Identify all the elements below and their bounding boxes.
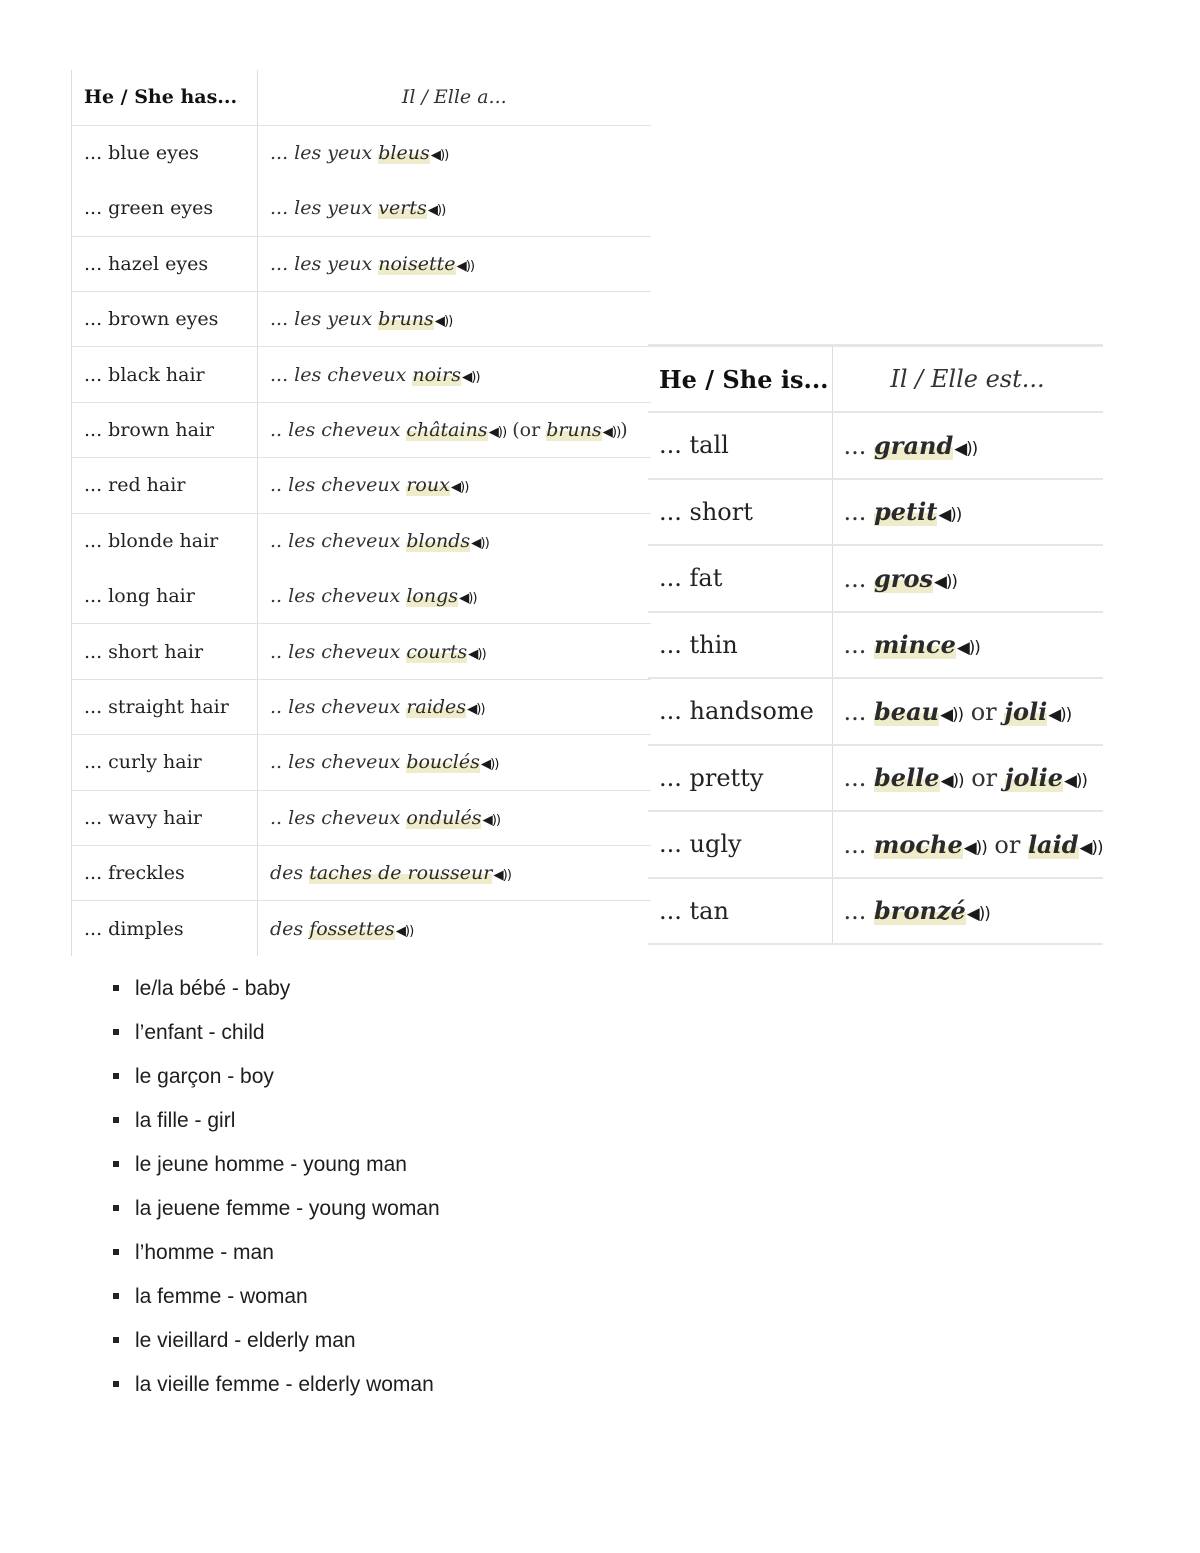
speaker-icon[interactable]: ◀)) bbox=[966, 903, 990, 924]
english-phrase: ... red hair bbox=[72, 458, 258, 513]
french-phrase bbox=[258, 679, 651, 734]
french-prefix: .. les cheveux bbox=[270, 419, 407, 442]
list-item bbox=[113, 967, 440, 1011]
french-phrase bbox=[832, 811, 1103, 878]
french-word-link[interactable]: belle bbox=[874, 763, 940, 793]
english-phrase: ... pretty bbox=[648, 745, 832, 812]
french-phrase bbox=[258, 181, 651, 236]
speaker-icon[interactable]: ◀)) bbox=[963, 836, 987, 857]
french-word-link[interactable]: taches de rousseur bbox=[309, 862, 493, 885]
english-phrase: ... thin bbox=[648, 612, 832, 679]
english-phrase: ... ugly bbox=[648, 811, 832, 878]
table-row bbox=[648, 811, 1103, 878]
english-phrase: ... short bbox=[648, 479, 832, 546]
table-row bbox=[648, 878, 1103, 945]
table-row bbox=[648, 745, 1103, 812]
list-item bbox=[113, 1231, 440, 1275]
english-phrase: ... tan bbox=[648, 878, 832, 945]
list-item-text: la jeuene femme - young woman bbox=[135, 1197, 440, 1220]
french-prefix: ... bbox=[843, 431, 875, 460]
speaker-icon[interactable]: ◀)) bbox=[956, 637, 980, 658]
french-phrase bbox=[258, 624, 651, 679]
speaker-icon[interactable]: ◀)) bbox=[482, 812, 501, 828]
bullet-square-icon bbox=[113, 1337, 119, 1343]
french-word-link[interactable]: grand bbox=[874, 430, 954, 460]
table-row bbox=[72, 679, 651, 734]
french-word-link[interactable]: raides bbox=[406, 695, 466, 718]
french-prefix: ... bbox=[843, 697, 875, 726]
french-word-link[interactable]: moche bbox=[874, 829, 963, 859]
french-word-link[interactable]: laid bbox=[1027, 829, 1079, 859]
list-item-text: le vieillard - elderly man bbox=[135, 1329, 356, 1352]
plain-text: (or bbox=[506, 419, 547, 442]
table-row bbox=[648, 412, 1103, 479]
english-phrase: ... brown eyes bbox=[72, 292, 258, 347]
list-item-text: la vieille femme - elderly woman bbox=[135, 1373, 434, 1396]
french-phrase bbox=[258, 458, 651, 513]
bullet-square-icon bbox=[113, 1029, 119, 1035]
french-word-link[interactable]: petit bbox=[874, 497, 938, 527]
table-row bbox=[648, 612, 1103, 679]
table-header-row bbox=[72, 70, 651, 125]
english-phrase: ... green eyes bbox=[72, 181, 258, 236]
french-prefix: .. les cheveux bbox=[270, 640, 407, 663]
french-prefix: ... les yeux bbox=[270, 308, 379, 331]
bullet-square-icon bbox=[113, 1293, 119, 1299]
french-phrase bbox=[258, 513, 651, 568]
french-phrase bbox=[258, 125, 651, 180]
bullet-square-icon bbox=[113, 1117, 119, 1123]
list-item bbox=[113, 1011, 440, 1055]
plain-text: or bbox=[963, 697, 1005, 726]
english-phrase: ... hazel eyes bbox=[72, 236, 258, 291]
french-phrase bbox=[832, 745, 1103, 812]
table-row bbox=[72, 458, 651, 513]
speaker-icon[interactable]: ◀)) bbox=[938, 504, 962, 525]
bullet-square-icon bbox=[113, 1205, 119, 1211]
english-phrase: ... dimples bbox=[72, 901, 258, 956]
speaker-icon[interactable]: ◀)) bbox=[493, 868, 511, 884]
french-prefix: .. les cheveux bbox=[270, 695, 407, 718]
speaker-icon[interactable]: ◀)) bbox=[461, 369, 480, 385]
table-row bbox=[72, 901, 651, 956]
list-item bbox=[113, 1363, 440, 1407]
french-phrase bbox=[832, 479, 1103, 546]
french-phrase bbox=[258, 790, 651, 845]
english-phrase: ... long hair bbox=[72, 569, 258, 624]
speaker-icon[interactable]: ◀)) bbox=[933, 570, 957, 591]
french-phrase bbox=[258, 901, 651, 956]
english-phrase: ... brown hair bbox=[72, 402, 258, 457]
speaker-icon[interactable]: ◀)) bbox=[1048, 703, 1072, 724]
french-word-link[interactable]: noisette bbox=[378, 252, 456, 275]
list-item-text: la fille - girl bbox=[135, 1109, 236, 1132]
speaker-icon[interactable]: ◀)) bbox=[1063, 770, 1087, 791]
table-row bbox=[72, 292, 651, 347]
french-phrase bbox=[832, 678, 1103, 745]
speaker-icon[interactable]: ◀)) bbox=[395, 923, 414, 939]
french-prefix: ... les cheveux bbox=[270, 363, 413, 386]
french-word-link[interactable]: bronzé bbox=[874, 896, 966, 926]
french-prefix: .. les cheveux bbox=[270, 584, 407, 607]
french-word-link[interactable]: joli bbox=[1004, 696, 1048, 726]
english-phrase: ... freckles bbox=[72, 845, 258, 900]
french-prefix: ... bbox=[843, 498, 875, 527]
french-word-link[interactable]: noirs bbox=[412, 363, 461, 386]
table-row bbox=[72, 624, 651, 679]
speaker-icon[interactable]: ◀)) bbox=[602, 425, 621, 441]
list-item bbox=[113, 1275, 440, 1319]
table-row bbox=[72, 790, 651, 845]
list-item-text: l’homme - man bbox=[135, 1241, 274, 1264]
french-prefix: des bbox=[270, 862, 310, 885]
english-phrase: ... blue eyes bbox=[72, 125, 258, 180]
list-item bbox=[113, 1099, 440, 1143]
vocab-list bbox=[113, 967, 440, 1407]
french-phrase bbox=[832, 612, 1103, 679]
header-english: He / She is... bbox=[648, 346, 832, 413]
french-prefix: ... bbox=[843, 830, 875, 859]
table-row bbox=[72, 845, 651, 900]
list-item bbox=[113, 1319, 440, 1363]
french-phrase bbox=[258, 292, 651, 347]
speaker-icon[interactable]: ◀)) bbox=[450, 480, 469, 496]
french-word-link[interactable]: ondulés bbox=[406, 806, 482, 829]
french-prefix: ... bbox=[843, 897, 875, 926]
french-word-link[interactable]: gros bbox=[874, 563, 933, 593]
speaker-icon[interactable]: ◀)) bbox=[954, 437, 978, 458]
english-phrase: ... straight hair bbox=[72, 679, 258, 734]
speaker-icon[interactable]: ◀)) bbox=[1079, 836, 1103, 857]
french-word-link[interactable]: fossettes bbox=[309, 917, 395, 940]
french-word-link[interactable]: bruns bbox=[378, 308, 434, 331]
french-prefix: ... bbox=[843, 564, 875, 593]
table-row bbox=[72, 402, 651, 457]
french-prefix: ... bbox=[843, 631, 875, 660]
french-word-link[interactable]: courts bbox=[406, 640, 468, 663]
english-phrase: ... fat bbox=[648, 545, 832, 612]
french-prefix: ... les yeux bbox=[270, 252, 379, 275]
list-item-text: le/la bébé - baby bbox=[135, 977, 291, 1000]
english-phrase: ... curly hair bbox=[72, 735, 258, 790]
french-phrase bbox=[832, 412, 1103, 479]
speaker-icon[interactable]: ◀)) bbox=[434, 314, 453, 330]
french-word-link[interactable]: blonds bbox=[406, 530, 471, 553]
plain-text: ) bbox=[620, 419, 628, 442]
french-word-link[interactable]: châtains bbox=[406, 419, 488, 442]
french-word-link[interactable]: mince bbox=[874, 630, 956, 660]
speaker-icon[interactable]: ◀)) bbox=[456, 258, 475, 274]
table-row bbox=[72, 181, 651, 236]
french-prefix: des bbox=[270, 917, 310, 940]
speaker-icon[interactable]: ◀)) bbox=[471, 536, 489, 552]
french-phrase bbox=[832, 545, 1103, 612]
table-row bbox=[72, 125, 651, 180]
french-phrase bbox=[258, 569, 651, 624]
table-row bbox=[648, 678, 1103, 745]
french-word-link[interactable]: bruns bbox=[546, 419, 602, 442]
french-phrase bbox=[258, 402, 651, 457]
speaker-icon[interactable]: ◀)) bbox=[488, 425, 507, 441]
speaker-icon[interactable]: ◀)) bbox=[940, 770, 964, 791]
french-word-link[interactable]: beau bbox=[874, 696, 940, 726]
french-prefix: ... les yeux bbox=[270, 197, 379, 220]
french-word-link[interactable]: verts bbox=[378, 197, 427, 220]
french-prefix: ... les yeux bbox=[270, 142, 379, 165]
speaker-icon[interactable]: ◀)) bbox=[430, 148, 449, 164]
list-item-text: le garçon - boy bbox=[135, 1065, 274, 1088]
bullet-square-icon bbox=[113, 1073, 119, 1079]
bullet-square-icon bbox=[113, 985, 119, 991]
table-row bbox=[72, 735, 651, 790]
list-item-text: le jeune homme - young man bbox=[135, 1153, 407, 1176]
table-he-she-has bbox=[71, 70, 651, 956]
english-phrase: ... black hair bbox=[72, 347, 258, 402]
speaker-icon[interactable]: ◀)) bbox=[468, 646, 486, 662]
french-prefix: ... bbox=[843, 764, 875, 793]
french-prefix: .. les cheveux bbox=[270, 806, 407, 829]
bullet-square-icon bbox=[113, 1161, 119, 1167]
french-prefix: .. les cheveux bbox=[270, 530, 407, 553]
list-item-text: l’enfant - child bbox=[135, 1021, 265, 1044]
bullet-square-icon bbox=[113, 1249, 119, 1255]
bullet-square-icon bbox=[113, 1381, 119, 1387]
french-phrase bbox=[258, 845, 651, 900]
french-prefix: .. les cheveux bbox=[270, 751, 407, 774]
french-phrase bbox=[258, 735, 651, 790]
list-item bbox=[113, 1187, 440, 1231]
speaker-icon[interactable]: ◀)) bbox=[480, 757, 499, 773]
table-row bbox=[72, 569, 651, 624]
table-row bbox=[72, 513, 651, 568]
table-row bbox=[72, 236, 651, 291]
speaker-icon[interactable]: ◀)) bbox=[459, 590, 477, 606]
plain-text: or bbox=[986, 830, 1028, 859]
table-he-she-is bbox=[648, 344, 1103, 945]
table-row bbox=[648, 479, 1103, 546]
list-item bbox=[113, 1143, 440, 1187]
table-row bbox=[648, 545, 1103, 612]
speaker-icon[interactable]: ◀)) bbox=[940, 703, 964, 724]
french-phrase bbox=[832, 878, 1103, 945]
french-word-link[interactable]: roux bbox=[406, 474, 450, 497]
list-item bbox=[113, 1055, 440, 1099]
french-phrase bbox=[258, 236, 651, 291]
speaker-icon[interactable]: ◀)) bbox=[427, 203, 446, 219]
header-french: Il / Elle est... bbox=[832, 346, 1103, 413]
french-word-link[interactable]: jolie bbox=[1004, 763, 1063, 793]
english-phrase: ... wavy hair bbox=[72, 790, 258, 845]
french-phrase bbox=[258, 347, 651, 402]
plain-text: or bbox=[963, 764, 1005, 793]
header-english: He / She has... bbox=[72, 70, 258, 125]
french-prefix: .. les cheveux bbox=[270, 474, 407, 497]
english-phrase: ... handsome bbox=[648, 678, 832, 745]
french-word-link[interactable]: bleus bbox=[378, 142, 430, 165]
table-row bbox=[72, 347, 651, 402]
english-phrase: ... blonde hair bbox=[72, 513, 258, 568]
speaker-icon[interactable]: ◀)) bbox=[466, 701, 485, 717]
header-french: Il / Elle a... bbox=[258, 70, 651, 125]
english-phrase: ... tall bbox=[648, 412, 832, 479]
french-word-link[interactable]: bouclés bbox=[406, 751, 480, 774]
english-phrase: ... short hair bbox=[72, 624, 258, 679]
table-header-row bbox=[648, 346, 1103, 413]
french-word-link[interactable]: longs bbox=[406, 584, 458, 607]
list-item-text: la femme - woman bbox=[135, 1285, 308, 1308]
